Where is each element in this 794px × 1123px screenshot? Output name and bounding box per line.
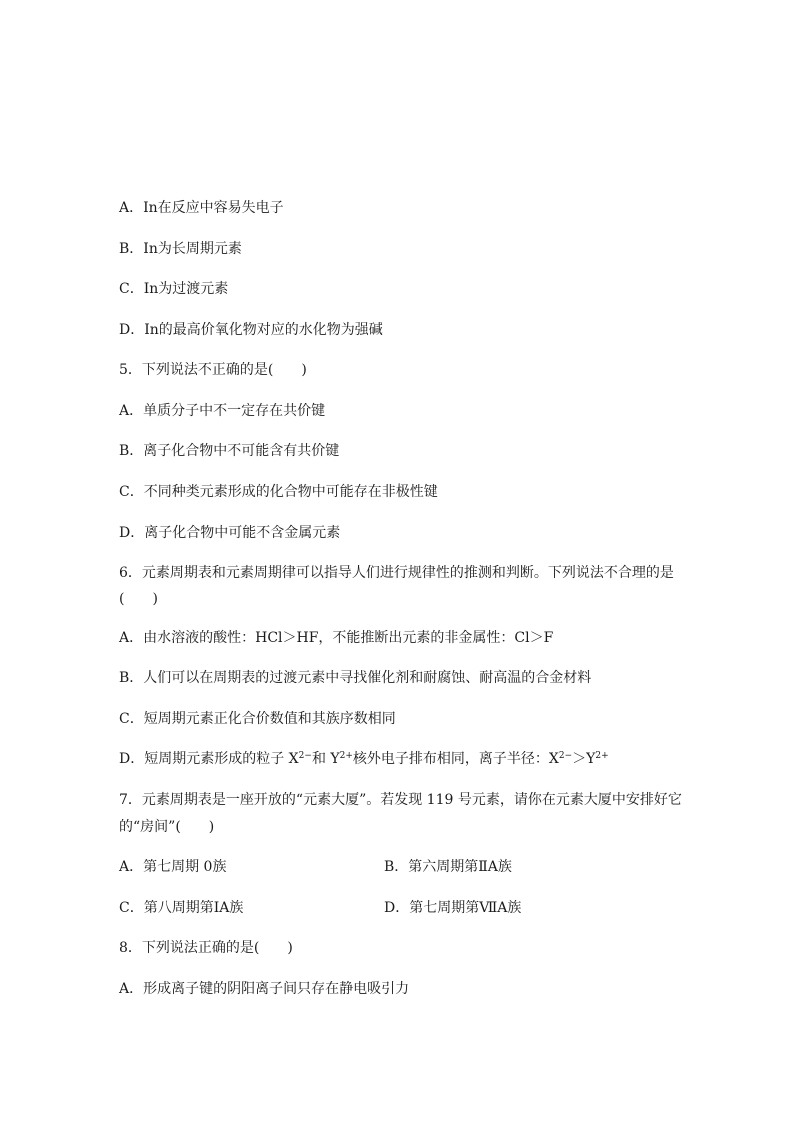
- q8-option-a: A．形成离子键的阴阳离子间只存在静电吸引力: [119, 981, 410, 997]
- q4-option-c: C．In为过渡元素: [119, 281, 229, 297]
- q6-stem-line1: 6．元素周期表和元素周期律可以指导人们进行规律性的推测和判断。下列说法不合理的是: [119, 565, 674, 581]
- q6-d-text-4: ＞Y: [572, 751, 596, 767]
- q6-d-text-1: D．短周期元素形成的粒子 X: [119, 751, 299, 767]
- q4-option-b: B．In为长周期元素: [119, 241, 242, 257]
- q7-stem-line2: 的“房间”( ): [119, 819, 215, 835]
- q6-d-sup-2: 2+: [339, 751, 353, 761]
- q7-option-c: C．第八周期第ⅠA族: [119, 900, 244, 916]
- q6-d-sup-4: 2+: [595, 751, 609, 761]
- q6-option-d: [119, 749, 609, 769]
- q7-option-a: A．第七周期 0族: [119, 859, 227, 875]
- q7-option-d: D．第七周期第ⅦA族: [384, 900, 522, 916]
- q4-option-d: D．In的最高价氧化物对应的水化物为强碱: [119, 322, 383, 338]
- q6-stem-line2: ( ): [119, 591, 158, 607]
- q6-d-text-2: 和 Y: [311, 751, 340, 767]
- q7-stem-line1: 7．元素周期表是一座开放的“元素大厦”。若发现 119 号元素，请你在元素大厦中安排好它: [119, 792, 682, 808]
- q6-d-text-3: 核外电子排布相同，离子半径：X: [352, 751, 559, 767]
- q6-option-b: B．人们可以在周期表的过渡元素中寻找催化剂和耐腐蚀、耐高温的合金材料: [119, 670, 592, 686]
- q8-stem: 8．下列说法正确的是( ): [119, 940, 293, 956]
- q6-d-sup-1: 2−: [298, 751, 312, 761]
- q4-option-a: A．In在反应中容易失电子: [119, 200, 284, 216]
- q5-option-d: D．离子化合物中可能不含金属元素: [119, 525, 341, 541]
- q6-option-c: C．短周期元素正化合价数值和其族序数相同: [119, 711, 396, 727]
- q6-option-a: A．由水溶液的酸性：HCl＞HF，不能推断出元素的非金属性：Cl＞F: [119, 630, 554, 646]
- q5-stem: 5．下列说法不正确的是( ): [119, 362, 307, 378]
- q5-option-c: C．不同种类元素形成的化合物中可能存在非极性键: [119, 484, 438, 500]
- q6-d-sup-3: 2−: [558, 751, 573, 761]
- q7-option-b: B．第六周期第ⅡA族: [384, 859, 512, 875]
- q5-option-a: A．单质分子中不一定存在共价键: [119, 403, 326, 419]
- q5-option-b: B．离子化合物中不可能含有共价键: [119, 443, 340, 459]
